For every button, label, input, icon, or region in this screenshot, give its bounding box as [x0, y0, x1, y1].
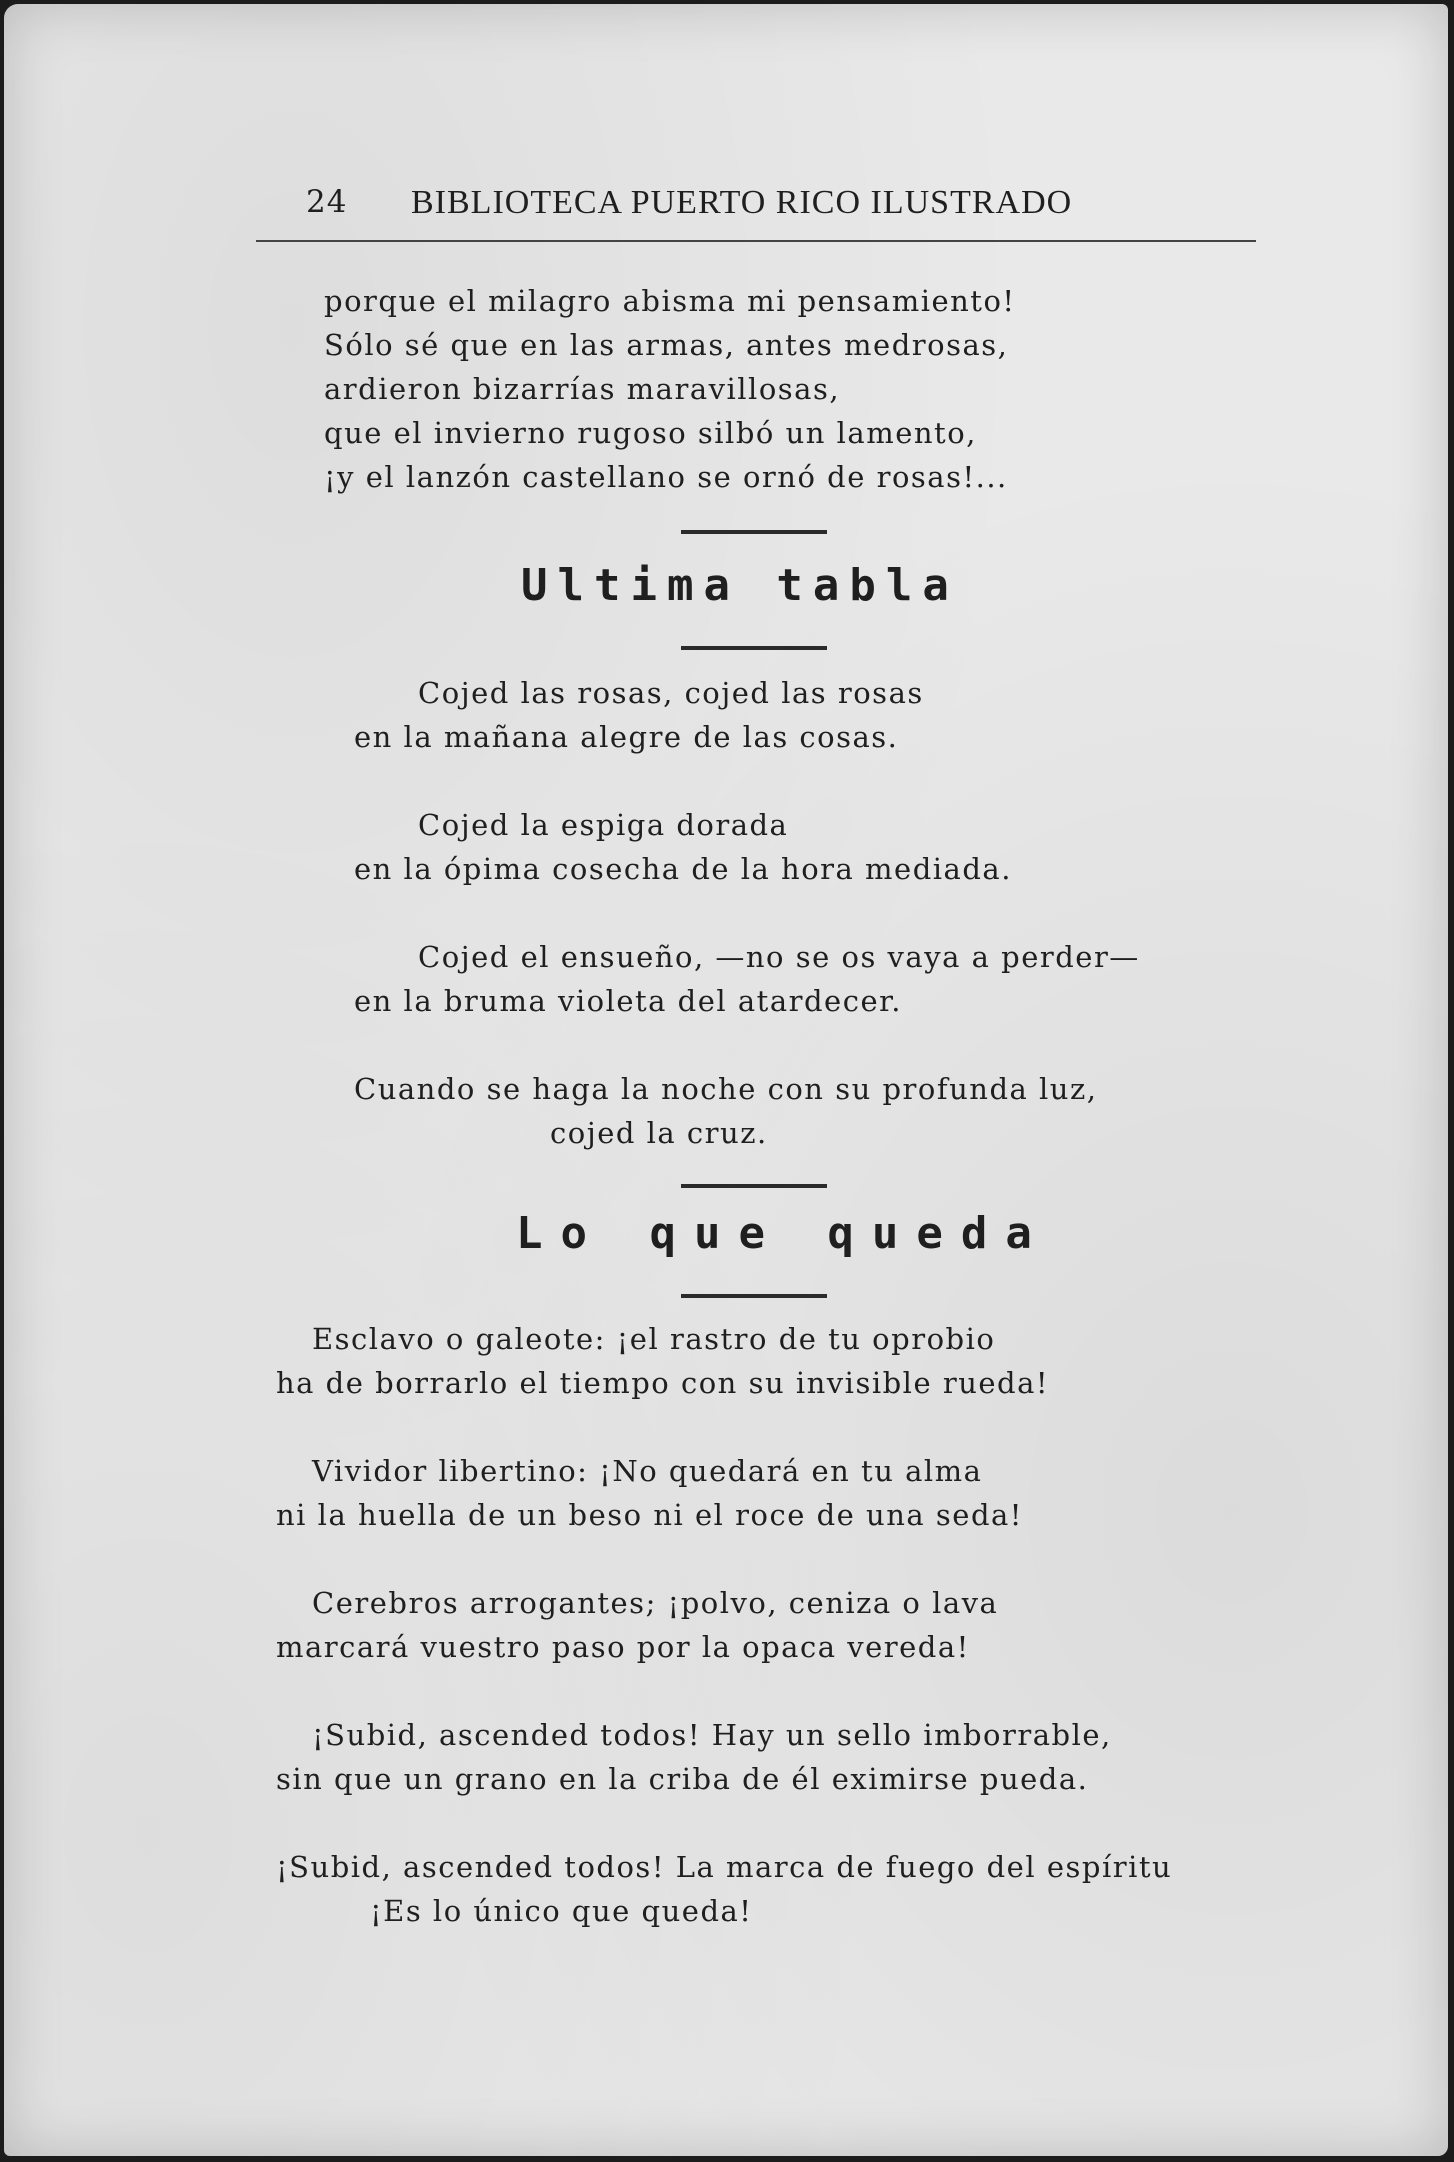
- poem-line: marcará vuestro paso por la opaca vereda!: [276, 1630, 970, 1664]
- page-header: [254, 176, 1254, 236]
- ornament-rule: [681, 646, 827, 650]
- poem-title-ultima-tabla: Ultima tabla: [521, 560, 959, 611]
- poem-line: Vividor libertino: ¡No quedará en tu alma: [312, 1454, 983, 1488]
- poem-line: ha de borrarlo el tiempo con su invisible rueda!: [276, 1366, 1050, 1400]
- poem-line: ¡Subid, ascended todos! Hay un sello imborrable,: [312, 1718, 1112, 1752]
- poem-line: en la bruma violeta del atardecer.: [354, 984, 903, 1018]
- poem-line: Cojed la espiga dorada: [418, 808, 789, 842]
- opening-line-3: ardieron bizarrías maravillosas,: [324, 372, 841, 406]
- poem-line: Cojed las rosas, cojed las rosas: [418, 676, 924, 710]
- poem-line: ¡Es lo único que queda!: [370, 1894, 753, 1928]
- poem-title-lo-que-queda: Lo que queda: [516, 1208, 1050, 1259]
- header-rule: [256, 240, 1256, 242]
- book-page: [4, 4, 1448, 2156]
- poem-line: Cerebros arrogantes; ¡polvo, ceniza o lava: [312, 1586, 999, 1620]
- poem-line: cojed la cruz.: [550, 1116, 768, 1150]
- poem-line: sin que un grano en la criba de él eximirse pueda.: [276, 1762, 1089, 1796]
- opening-line-2: Sólo sé que en las armas, antes medrosas,: [324, 328, 1009, 362]
- ornament-rule: [681, 530, 827, 534]
- poem-line: ni la huella de un beso ni el roce de una seda!: [276, 1498, 1023, 1532]
- running-title: BIBLIOTECA PUERTO RICO ILUSTRADO: [411, 184, 1073, 221]
- poem-line: ¡Subid, ascended todos! La marca de fuego del espíritu: [276, 1850, 1173, 1884]
- opening-line-5: ¡y el lanzón castellano se ornó de rosas!...: [324, 460, 1008, 494]
- opening-line-4: que el invierno rugoso silbó un lamento,: [324, 416, 977, 450]
- ornament-rule: [681, 1184, 827, 1188]
- poem-line: en la mañana alegre de las cosas.: [354, 720, 899, 754]
- poem-line: Esclavo o galeote: ¡el rastro de tu oprobio: [312, 1322, 996, 1356]
- poem-line: Cuando se haga la noche con su profunda luz,: [354, 1072, 1098, 1106]
- opening-line-1: porque el milagro abisma mi pensamiento!: [324, 284, 1016, 318]
- page-number: 24: [306, 184, 348, 220]
- ornament-rule: [681, 1294, 827, 1298]
- poem-line: Cojed el ensueño, —no se os vaya a perder—: [418, 940, 1140, 974]
- poem-line: en la ópima cosecha de la hora mediada.: [354, 852, 1012, 886]
